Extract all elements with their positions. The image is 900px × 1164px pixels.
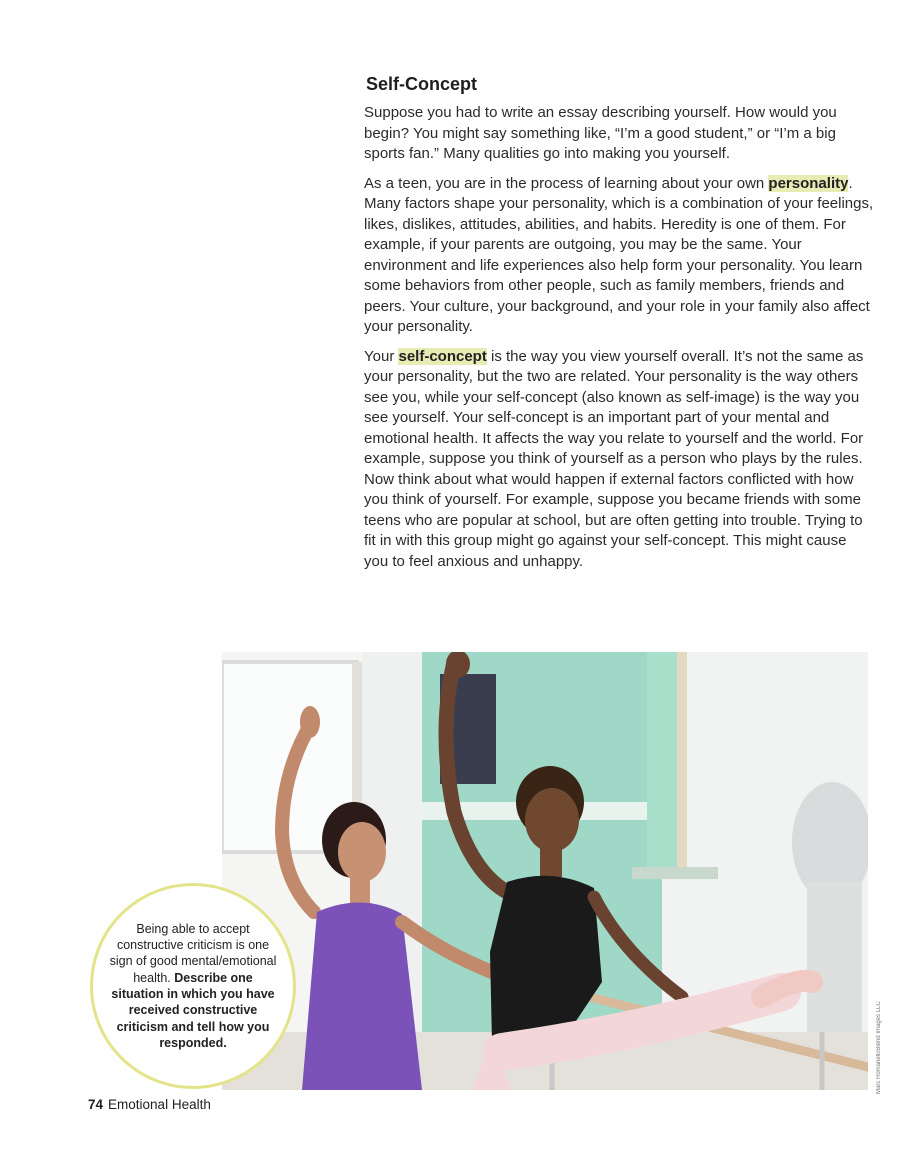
ballet-photo [222,652,868,1090]
caption-bubble [90,883,296,1089]
paragraph-1: Suppose you had to write an essay describing yourself. How would you begin? You might say something like, “I’m a good student,” or “I’m a big sports fan.” Many qualities go into making you yourself. [364,104,837,162]
section-heading: Self-Concept [366,74,478,94]
paragraph-3-start: Your [364,347,399,365]
caption-normal: Being able to accept constructive criticism is one sign of good mental/emotional health. [109,921,277,985]
caption-text [109,921,277,1051]
ballet-illustration [222,652,868,1090]
main-text-column [362,74,874,581]
caption-prompt: Describe one situation in which you have received constructive criticism and tell how you responded. [111,970,275,1050]
paragraph-2-start: As a teen, you are in the process of learning about your own [364,174,769,192]
page-footer [88,1097,211,1112]
term-personality[interactable]: personality [768,174,849,192]
page-number: 74 [88,1097,104,1112]
paragraph-2-end: . Many factors shape your personality, which is a combination of your feelings, likes, dislikes, attitudes, abilities, and habits. Heredity is one of them. For example, if your parents are outgoing, you may be the same. Your environment and life experiences also help form your personality. You learn some behaviors from other people, such as family members, friends and peers. Your culture, your background, and your role in your family also affect your personality. [364,174,874,335]
paragraph-3 [364,347,874,573]
chapter-name: Emotional Health [108,1097,211,1112]
paragraph-3-end: is the way you view yourself overall. It’s not the same as your personality, but the two are related. Your personality is the way others see you, while your self-concept (also known as self-image) is the way you see yourself. Your self-concept is an important part of your mental and emotional health. It affects the way you relate to yourself and the world. For example, suppose you think of yourself as a person who plays by the rules. Now think about what would happen if external factors conflicted with how you think of yourself. For example, suppose you became friends with some teens who are popular at school, but are often getting into trouble. Trying to fit in with this group might go against your self-concept. This might cause you to feel anxious and unhappy. [364,347,864,570]
term-self-concept[interactable]: self-concept [398,347,487,365]
paragraph-2 [364,174,874,338]
photo-credit: Marc Romanelli/Blend Images LLC [876,1001,882,1094]
